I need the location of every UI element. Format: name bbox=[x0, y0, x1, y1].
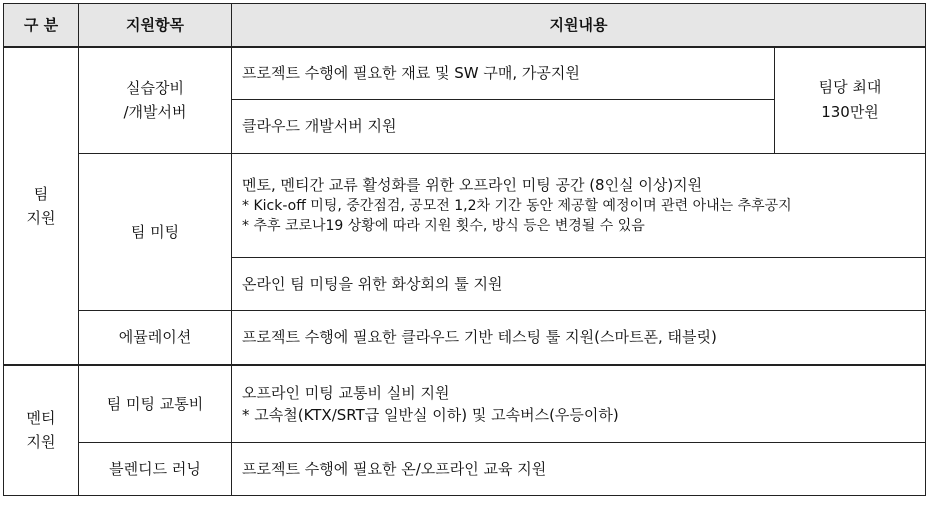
item-equipment bbox=[79, 47, 232, 153]
header-content: 지원내용 bbox=[232, 4, 926, 48]
budget-line1: 팀당 최대 bbox=[818, 78, 882, 97]
header-category: 구 분 bbox=[4, 4, 79, 48]
content-equipment-materials: 프로젝트 수행에 필요한 재료 및 SW 구매, 가공지원 bbox=[232, 47, 775, 99]
table-row bbox=[4, 153, 926, 257]
budget-cell bbox=[775, 47, 926, 153]
category-mentee-line2: 지원 bbox=[26, 433, 56, 452]
content-transport bbox=[232, 365, 926, 442]
category-mentee-line1: 멘티 bbox=[26, 409, 56, 428]
table-row bbox=[4, 310, 926, 365]
content-meeting-online: 온라인 팀 미팅을 위한 화상회의 툴 지원 bbox=[232, 257, 926, 310]
item-blended: 블렌디드 러닝 bbox=[79, 442, 232, 495]
table-row bbox=[4, 365, 926, 442]
item-team-meeting: 팀 미팅 bbox=[79, 153, 232, 310]
category-team-line1: 팀 bbox=[33, 185, 49, 203]
header-row bbox=[4, 4, 926, 48]
content-blended: 프로젝트 수행에 필요한 온/오프라인 교육 지원 bbox=[232, 442, 926, 495]
content-emulation: 프로젝트 수행에 필요한 클라우드 기반 테스팅 툴 지원(스마트폰, 태블릿) bbox=[232, 310, 926, 365]
support-table bbox=[3, 3, 926, 496]
transport-main: 오프라인 미팅 교통비 실비 지원 bbox=[242, 383, 450, 402]
category-team bbox=[4, 47, 79, 365]
category-team-line2: 지원 bbox=[26, 209, 56, 227]
content-equipment-cloud: 클라우드 개발서버 지원 bbox=[232, 99, 775, 153]
item-equipment-line1: 실습장비 bbox=[126, 79, 184, 98]
content-meeting-offline bbox=[232, 153, 926, 257]
meeting-offline-note-2: * 추후 코로나19 상황에 따라 지원 횟수, 방식 등은 변경될 수 있음 bbox=[242, 218, 645, 234]
category-mentee bbox=[4, 365, 79, 495]
meeting-offline-note-1: * Kick-off 미팅, 중간점검, 공모전 1,2차 기간 동안 제공할 예정이며 관련 아내는 추후공지 bbox=[242, 198, 792, 214]
transport-note: * 고속철(KTX/SRT급 일반실 이하) 및 고속버스(우등이하) bbox=[242, 405, 619, 424]
item-equipment-line2: /개발서버 bbox=[123, 103, 187, 122]
item-transport: 팀 미팅 교통비 bbox=[79, 365, 232, 442]
header-item: 지원항목 bbox=[79, 4, 232, 48]
budget-line2: 130만원 bbox=[821, 103, 879, 122]
meeting-offline-main: 멘토, 멘티간 교류 활성화를 위한 오프라인 미팅 공간 (8인실 이상)지원 bbox=[242, 176, 703, 194]
table-row bbox=[4, 47, 926, 99]
item-emulation: 에뮬레이션 bbox=[79, 310, 232, 365]
table-row bbox=[4, 442, 926, 495]
